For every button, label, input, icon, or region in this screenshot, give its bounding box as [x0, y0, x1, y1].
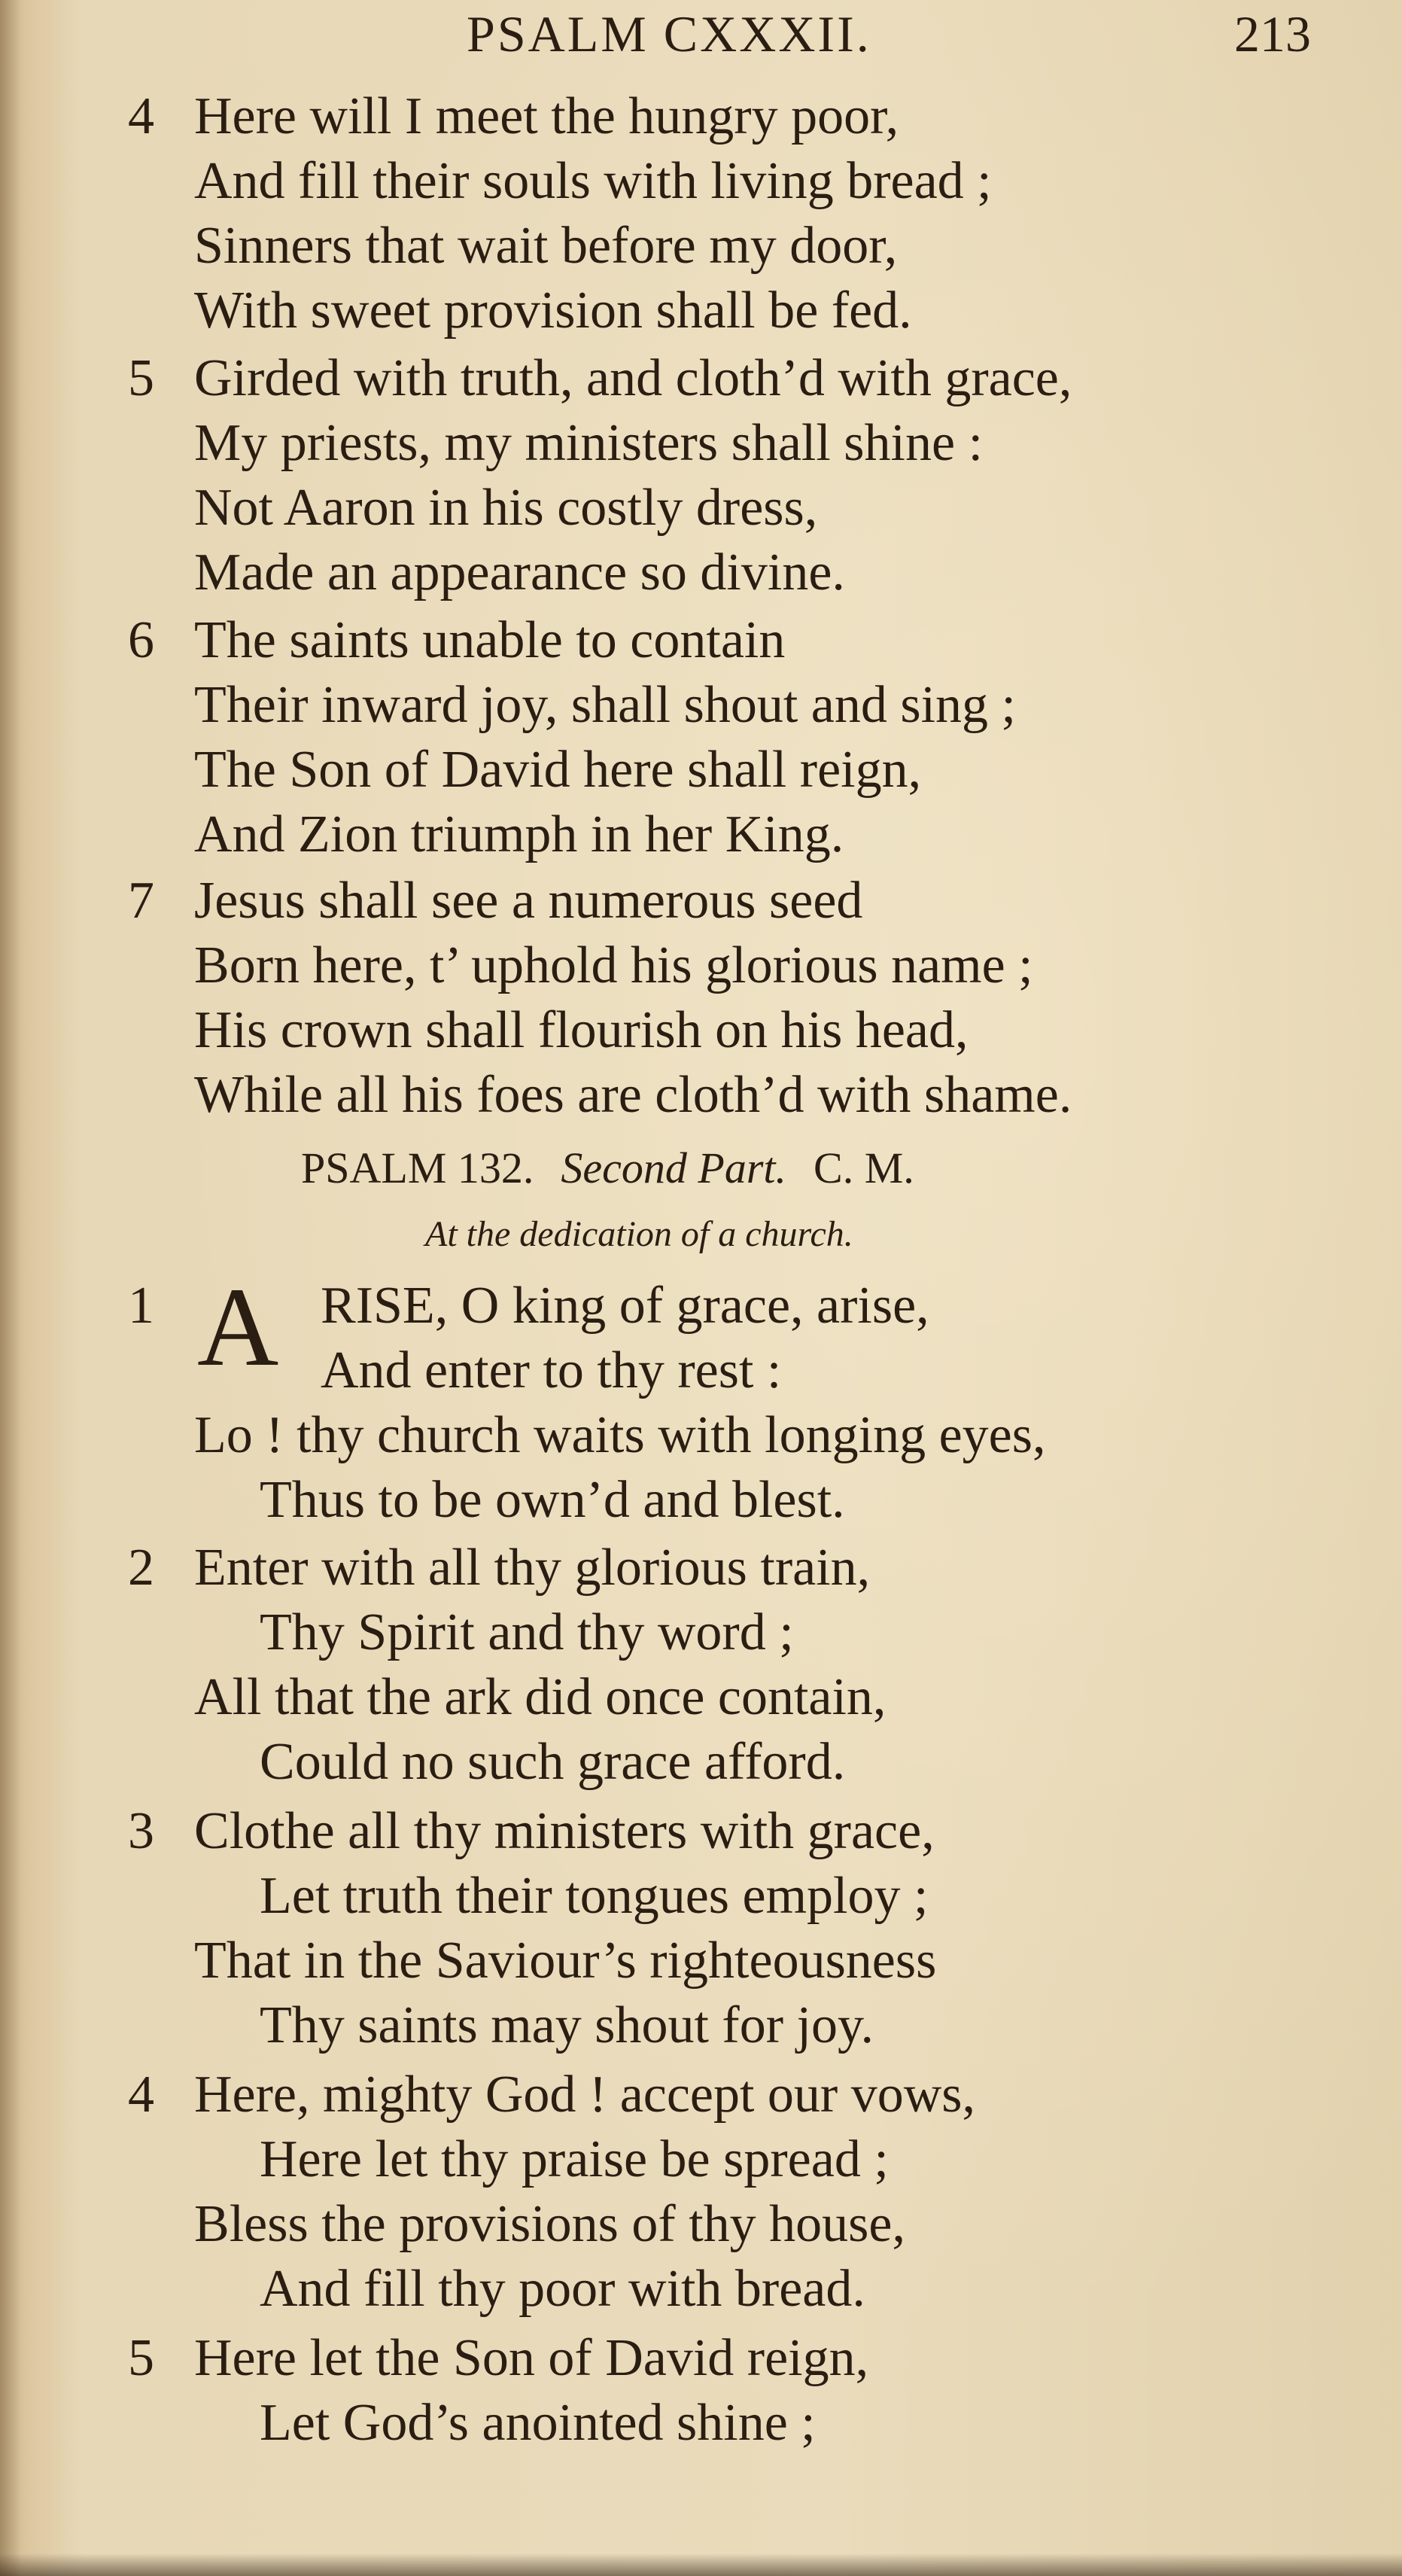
verse-line: Not Aaron in his costly dress, [194, 479, 818, 537]
verse-number: 1 [128, 1277, 154, 1335]
verse-line: And fill their souls with living bread ; [194, 152, 992, 210]
verse-line: That in the Saviour’s righteousness [194, 1932, 937, 1990]
verse-line: All that the ark did once contain, [194, 1668, 887, 1726]
verse-line: Could no such grace afford. [260, 1733, 846, 1791]
heading-part: Second Part. [561, 1143, 787, 1192]
verse-line: Girded with truth, and cloth’d with grace, [194, 349, 1072, 407]
verse-line: Thy Spirit and thy word ; [260, 1603, 794, 1661]
verse-number: 6 [128, 611, 154, 669]
verse-line: While all his foes are cloth’d with shame. [194, 1066, 1072, 1124]
verse-line: The Son of David here shall reign, [194, 741, 922, 799]
verse-number: 7 [128, 872, 154, 930]
verse-line: Their inward joy, shall shout and sing ; [194, 676, 1016, 734]
verse-number: 4 [128, 87, 154, 145]
heading-psalm: PSALM 132. [301, 1143, 534, 1192]
verse-number: 2 [128, 1539, 154, 1597]
verse-line: Here will I meet the hungry poor, [194, 87, 899, 145]
verse-line: Here let the Son of David reign, [194, 2329, 869, 2387]
page-number: 213 [1234, 5, 1311, 62]
gutter-shadow [0, 0, 21, 2576]
verse-line: The saints unable to contain [194, 611, 786, 669]
page-bottom-edge [0, 2553, 1402, 2576]
verse-line: Let truth their tongues employ ; [260, 1867, 929, 1925]
verse-line: And enter to thy rest : [321, 1341, 782, 1399]
drop-cap: A [197, 1265, 279, 1390]
verse-line: Thy saints may shout for joy. [260, 1996, 874, 2054]
verse-line: My priests, my ministers shall shine : [194, 414, 984, 472]
verse-line: Here, mighty God ! accept our vows, [194, 2066, 976, 2124]
verse-number: 3 [128, 1802, 154, 1860]
verse-line: With sweet provision shall be fed. [194, 282, 912, 340]
verse-number: 5 [128, 2329, 154, 2387]
verse-line: Sinners that wait before my door, [194, 217, 898, 275]
verse-line: His crown shall flourish on his head, [194, 1001, 969, 1059]
verse-line: Bless the provisions of thy house, [194, 2195, 905, 2253]
verse-line: Enter with all thy glorious train, [194, 1539, 871, 1597]
verse-line: Born here, t’ uphold his glorious name ; [194, 936, 1033, 994]
verse-number: 5 [128, 349, 154, 407]
verse-line: Jesus shall see a numerous seed [194, 872, 863, 930]
psalm-heading [301, 1143, 914, 1193]
verse-line: Lo ! thy church waits with longing eyes, [194, 1406, 1046, 1464]
running-title: PSALM CXXXII. [467, 5, 871, 62]
page-header [0, 5, 1402, 72]
verse-line: RISE, O king of grace, arise, [321, 1277, 929, 1335]
verse-line: And Zion triumph in her King. [194, 805, 844, 863]
verse-line: Clothe all thy ministers with grace, [194, 1802, 935, 1860]
verse-line: Let God’s anointed shine ; [260, 2394, 816, 2452]
verse-line: Here let thy praise be spread ; [260, 2130, 889, 2188]
heading-meter: C. M. [814, 1143, 914, 1192]
verse-number: 4 [128, 2066, 154, 2124]
verse-line: Made an appearance so divine. [194, 544, 845, 601]
verse-line: Thus to be own’d and blest. [260, 1471, 845, 1529]
psalm-subtitle: At the dedication of a church. [425, 1214, 853, 1254]
verse-line: And fill thy poor with bread. [260, 2260, 865, 2318]
